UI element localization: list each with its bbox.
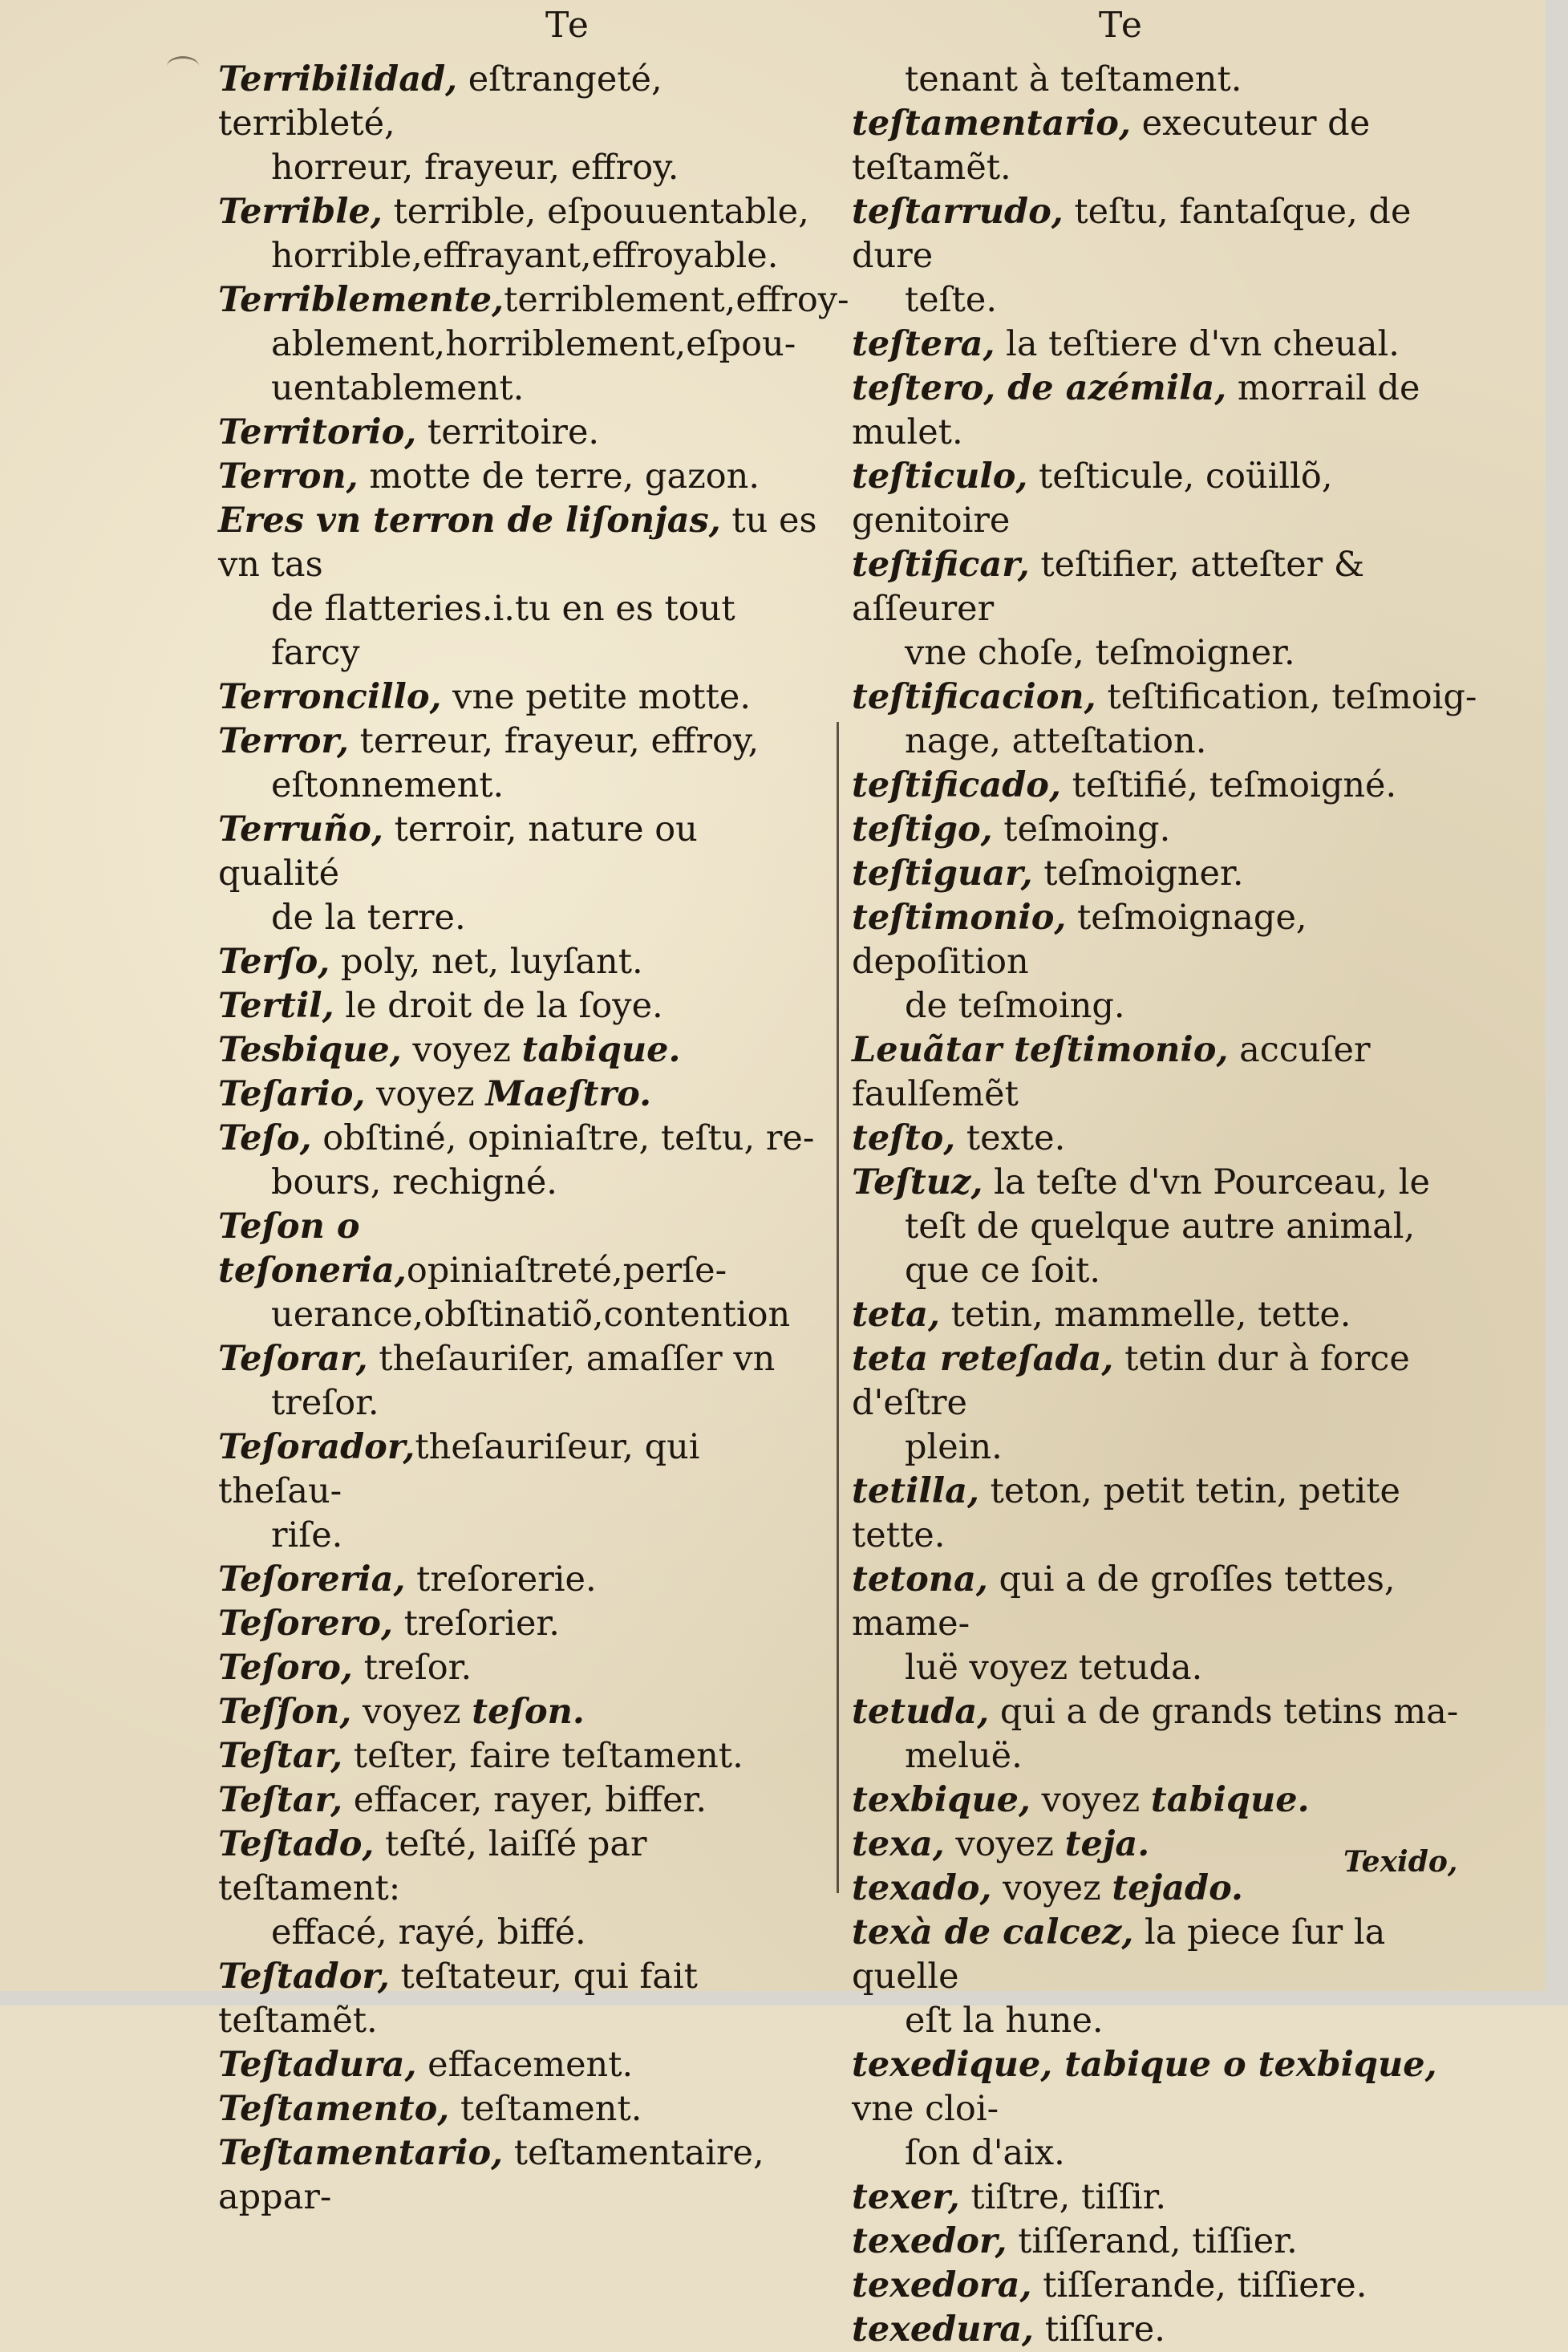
dictionary-entry: [218, 1558, 828, 1602]
dictionary-entry: [218, 1337, 828, 1425]
dictionary-entry: [852, 102, 1493, 190]
dictionary-entry: [218, 2131, 828, 2220]
dictionary-entry: [852, 543, 1493, 675]
definition: morrail de mulet.: [852, 368, 1420, 452]
definition: eſtrangeté, terribleté,: [218, 59, 662, 144]
cross-reference: Maeſtro.: [485, 1074, 652, 1114]
headword: Leuãtar teſtimonio,: [852, 1030, 1229, 1070]
headword: Teſorero,: [218, 1604, 393, 1644]
column-divider: [837, 722, 839, 1893]
headword: Teſtado,: [218, 1824, 375, 1864]
headword: Teſtamento,: [218, 2089, 450, 2129]
dictionary-entry: [218, 720, 828, 808]
catchword: Texido,: [1343, 1845, 1458, 1879]
definition-continuation: ablement,horriblement,eſpou-: [271, 324, 796, 364]
scan-edge-right: [1546, 0, 1568, 2005]
dictionary-entry: [852, 1911, 1493, 2043]
headword: Terron,: [218, 456, 359, 497]
dictionary-entry: [218, 367, 828, 411]
dictionary-entry: [852, 2043, 1493, 2176]
dictionary-entry: [852, 322, 1493, 367]
headword: teſto,: [852, 1118, 956, 1158]
dictionary-entry: [218, 58, 828, 190]
definition: motte de terre, gazon.: [358, 456, 760, 497]
headword: teſtimonio,: [852, 898, 1067, 938]
definition-continuation: eſt la hune.: [905, 2001, 1104, 2041]
definition: theſauriſeur, qui theſau-: [218, 1427, 700, 1511]
definition: teſtifier, atteſter & aſſeurer: [852, 545, 1365, 629]
dictionary-entry: [218, 278, 849, 367]
definition: teſmoing.: [992, 809, 1171, 850]
definition-continuation: horrible,effrayant,effroyable.: [271, 236, 779, 276]
ink-mark: [167, 56, 199, 76]
dictionary-entry: [852, 2264, 1493, 2308]
dictionary-entry: [218, 2043, 828, 2087]
definition: texte.: [955, 1118, 1066, 1158]
definition: opiniaſtreté,perſe-: [406, 1251, 727, 1291]
definition-continuation: bours, rechigné.: [271, 1162, 557, 1202]
definition: voyez: [351, 1692, 472, 1732]
headword: tetuda,: [852, 1692, 990, 1732]
headword: Tesbique,: [218, 1030, 402, 1070]
headword: teſtificado,: [852, 765, 1061, 805]
dictionary-entry: [852, 1778, 1493, 1823]
dictionary-entry: [218, 1602, 828, 1646]
definition-continuation: horreur, frayeur, effroy.: [271, 148, 679, 188]
dictionary-entry: [852, 1470, 1493, 1558]
definition: tetin, mammelle, tette.: [939, 1295, 1351, 1335]
definition: treſorier.: [392, 1604, 560, 1644]
cross-reference: teja.: [1064, 1824, 1150, 1864]
headword: teſtificacion,: [852, 677, 1096, 717]
headword: Terriblemente,: [218, 280, 504, 320]
definition: qui a de grands tetins ma-: [989, 1692, 1459, 1732]
definition-continuation: de flatteries.i.tu en es tout farcy: [271, 589, 735, 673]
definition: qui a de groſſes tettes, mame-: [852, 1559, 1396, 1644]
dictionary-entry: [852, 808, 1493, 852]
dictionary-entry: [218, 1425, 828, 1558]
cross-reference: tejado.: [1112, 1868, 1243, 1908]
dictionary-entry: [218, 940, 828, 984]
definition: tetin dur à force d'eſtre: [852, 1339, 1410, 1423]
dictionary-entry: [218, 675, 828, 720]
headword: teſtiguar,: [852, 854, 1033, 894]
definition: teſticule, coüillõ, genitoire: [852, 456, 1333, 541]
dictionary-entry: [852, 1249, 1493, 1293]
dictionary-entry: [852, 2220, 1493, 2264]
definition: obſtiné, opiniaſtre, teſtu, re-: [311, 1118, 815, 1158]
definition-continuation: de teſmoing.: [905, 986, 1125, 1026]
definition-continuation: meluë.: [905, 1736, 1023, 1776]
dictionary-entry: [852, 2176, 1493, 2220]
definition: terreur, frayeur, effroy,: [348, 721, 760, 761]
definition: effacer, rayer, biffer.: [342, 1780, 707, 1820]
definition: treſor.: [352, 1648, 472, 1688]
headword: Teſoreria,: [218, 1559, 406, 1600]
definition: teſmoigner.: [1032, 854, 1244, 894]
definition-continuation: uentablement.: [271, 368, 525, 408]
running-head-right: Te: [1099, 5, 1144, 46]
definition: treſorerie.: [405, 1559, 597, 1600]
definition: la teſtiere d'vn cheual.: [995, 324, 1400, 364]
definition: executeur de teſtamẽt.: [852, 103, 1371, 188]
dictionary-entry: [218, 1205, 828, 1337]
definition: teſtification, teſmoig-: [1096, 677, 1477, 717]
definition: teton, petit tetin, petite tette.: [852, 1471, 1400, 1555]
headword: Tertil,: [218, 986, 334, 1026]
headword: Teſtuz,: [852, 1162, 983, 1202]
dictionary-entry: [852, 1690, 1493, 1778]
headword: teſtero, de azémila,: [852, 368, 1227, 408]
definition-continuation: uerance,obſtinatiõ,contention: [271, 1295, 791, 1335]
headword: Eres vn terron de liſonjas,: [218, 501, 721, 541]
definition-continuation: luë voyez tetuda.: [905, 1648, 1203, 1688]
definition: vne petite motte.: [441, 677, 752, 717]
definition: tiſſerand, tiſſier.: [1007, 2221, 1298, 2261]
dictionary-entry: [218, 1734, 828, 1778]
headword: texedique, tabique o texbique,: [852, 2045, 1437, 2085]
definition: voyez: [365, 1074, 486, 1114]
definition: territoire.: [416, 412, 600, 452]
headword: tetilla,: [852, 1471, 979, 1511]
definition: teſtateur, qui fait teſtamẽt.: [218, 1957, 698, 2041]
definition: teſtament.: [449, 2089, 642, 2129]
dictionary-entry: [218, 808, 828, 940]
definition: effacement.: [416, 2045, 634, 2085]
headword: Teſorador,: [218, 1427, 415, 1467]
headword: Terſo,: [218, 942, 330, 982]
headword: texà de calcez,: [852, 1912, 1134, 1953]
dictionary-entry: [852, 1558, 1493, 1690]
dictionary-entry: [218, 1073, 828, 1117]
dictionary-entry: [852, 58, 1493, 102]
dictionary-entry: [852, 1028, 1493, 1117]
dictionary-entry: [852, 455, 1493, 543]
dictionary-entry: [852, 190, 1493, 322]
headword: Teſſon,: [218, 1692, 352, 1732]
dictionary-entry: [218, 411, 828, 455]
cross-reference: tabique.: [521, 1030, 681, 1070]
headword: Terruño,: [218, 809, 383, 850]
headword: texado,: [852, 1868, 992, 1908]
definition: terrible, eſpouuentable,: [382, 192, 809, 232]
headword: Teſo,: [218, 1118, 312, 1158]
definition: le droit de la ſoye.: [334, 986, 663, 1026]
definition-continuation: plein.: [905, 1427, 1003, 1467]
definition-continuation: de la terre.: [271, 898, 466, 938]
headword: Teſtadura,: [218, 2045, 417, 2085]
dictionary-entry: [852, 2308, 1493, 2352]
definition-continuation: treſor.: [271, 1383, 379, 1423]
dictionary-entry: [218, 1778, 828, 1823]
dictionary-entry: [852, 1337, 1493, 1470]
definition: teſmoignage, depoſition: [852, 898, 1307, 982]
running-head-left: Te: [545, 5, 590, 46]
definition-continuation: eſtonnement.: [271, 765, 504, 805]
headword: Teſon o teſoneria,: [218, 1206, 407, 1291]
definition: tiſſure.: [1034, 2309, 1165, 2350]
dictionary-entry: [218, 499, 828, 675]
dictionary-entry: [852, 764, 1493, 808]
headword: texa,: [852, 1824, 945, 1864]
dictionary-entry: [852, 1161, 1493, 1249]
headword: teſtificar,: [852, 545, 1030, 585]
definition: terriblement,effroy-: [504, 280, 849, 320]
dictionary-entry: [218, 1117, 828, 1205]
definition: voyez: [401, 1030, 522, 1070]
definition: poly, net, luyſant.: [330, 942, 643, 982]
definition-continuation: riſe.: [271, 1515, 343, 1555]
headword: teta reteſada,: [852, 1339, 1114, 1379]
definition: vne cloi-: [852, 2089, 999, 2129]
definition-continuation: teſte.: [905, 280, 998, 320]
headword: Territorio,: [218, 412, 417, 452]
definition: teſtifié, teſmoigné.: [1060, 765, 1397, 805]
headword: texbique,: [852, 1780, 1031, 1820]
definition: voyez: [1030, 1780, 1151, 1820]
dictionary-entry: [218, 1028, 828, 1073]
definition-continuation: ſon d'aix.: [905, 2133, 1065, 2173]
dictionary-entry: [852, 367, 1493, 455]
headword: Terror,: [218, 721, 349, 761]
right-column: [852, 58, 1493, 2352]
definition-continuation: nage, atteſtation.: [905, 721, 1207, 761]
definition-continuation: que ce ſoit.: [905, 1251, 1101, 1291]
definition: terroir, nature ou qualité: [218, 809, 698, 894]
headword: texedor,: [852, 2221, 1007, 2261]
dictionary-entry: [218, 1955, 828, 2043]
dictionary-entry: [852, 1293, 1493, 1337]
headword: Teſorar,: [218, 1339, 368, 1379]
headword: teſtera,: [852, 324, 995, 364]
definition: teſter, faire teſtament.: [342, 1736, 743, 1776]
headword: teta,: [852, 1295, 940, 1335]
headword: Terroncillo,: [218, 677, 442, 717]
definition-continuation: vne choſe, teſmoigner.: [905, 633, 1295, 673]
dictionary-entry: [218, 1690, 828, 1734]
headword: Teſoro,: [218, 1648, 353, 1688]
headword: teſtarrudo,: [852, 192, 1064, 232]
headword: tetona,: [852, 1559, 988, 1600]
dictionary-entry: [852, 675, 1493, 764]
definition: tiſtre, tiſſir.: [959, 2177, 1167, 2217]
dictionary-entry: [852, 1117, 1493, 1161]
headword: texedora,: [852, 2265, 1032, 2305]
definition: teſté, laiſſé par teſtament:: [218, 1824, 647, 1908]
dictionary-entry: [218, 984, 828, 1028]
dictionary-entry: [852, 852, 1493, 896]
definition: la piece ſur la quelle: [852, 1912, 1386, 1997]
definition: voyez: [991, 1868, 1112, 1908]
definition: accuſer faulſemẽt: [852, 1030, 1371, 1114]
definition: theſauriſer, amaſſer vn: [367, 1339, 776, 1379]
headword: Teſtar,: [218, 1736, 343, 1776]
definition: voyez: [944, 1824, 1065, 1864]
dictionary-entry: [218, 455, 828, 499]
definition-continuation: tenant à teſtament.: [905, 59, 1242, 99]
headword: texedura,: [852, 2309, 1035, 2350]
headword: teſticulo,: [852, 456, 1028, 497]
headword: teſtigo,: [852, 809, 993, 850]
headword: teſtamentario,: [852, 103, 1131, 144]
dictionary-entry: [218, 190, 828, 278]
headword: Teſtar,: [218, 1780, 343, 1820]
dictionary-entry: [852, 896, 1493, 1028]
dictionary-entry: [218, 1646, 828, 1690]
left-column: [218, 58, 849, 2220]
dictionary-entry: [218, 1823, 828, 1955]
definition: tiſſerande, tiſſiere.: [1031, 2265, 1367, 2305]
headword: Teſario,: [218, 1074, 366, 1114]
definition: teſtu, fantaſque, de dure: [852, 192, 1412, 276]
definition-continuation: effacé, rayé, biffé.: [271, 1912, 586, 1953]
headword: Terribilidad,: [218, 59, 458, 99]
definition: teſtamentaire, appar-: [218, 2133, 764, 2217]
cross-reference: tabique.: [1150, 1780, 1310, 1820]
headword: Teſtamentario,: [218, 2133, 504, 2173]
headword: Terrible,: [218, 192, 383, 232]
headword: Teſtador,: [218, 1957, 390, 1997]
dictionary-entry: [218, 2087, 828, 2131]
definition: la teſte d'vn Pourceau, le: [983, 1162, 1430, 1202]
definition-continuation: teſt de quelque autre animal,: [905, 1206, 1416, 1247]
cross-reference: teſon.: [472, 1692, 585, 1732]
headword: texer,: [852, 2177, 960, 2217]
definition: tu es vn tas: [218, 501, 817, 585]
